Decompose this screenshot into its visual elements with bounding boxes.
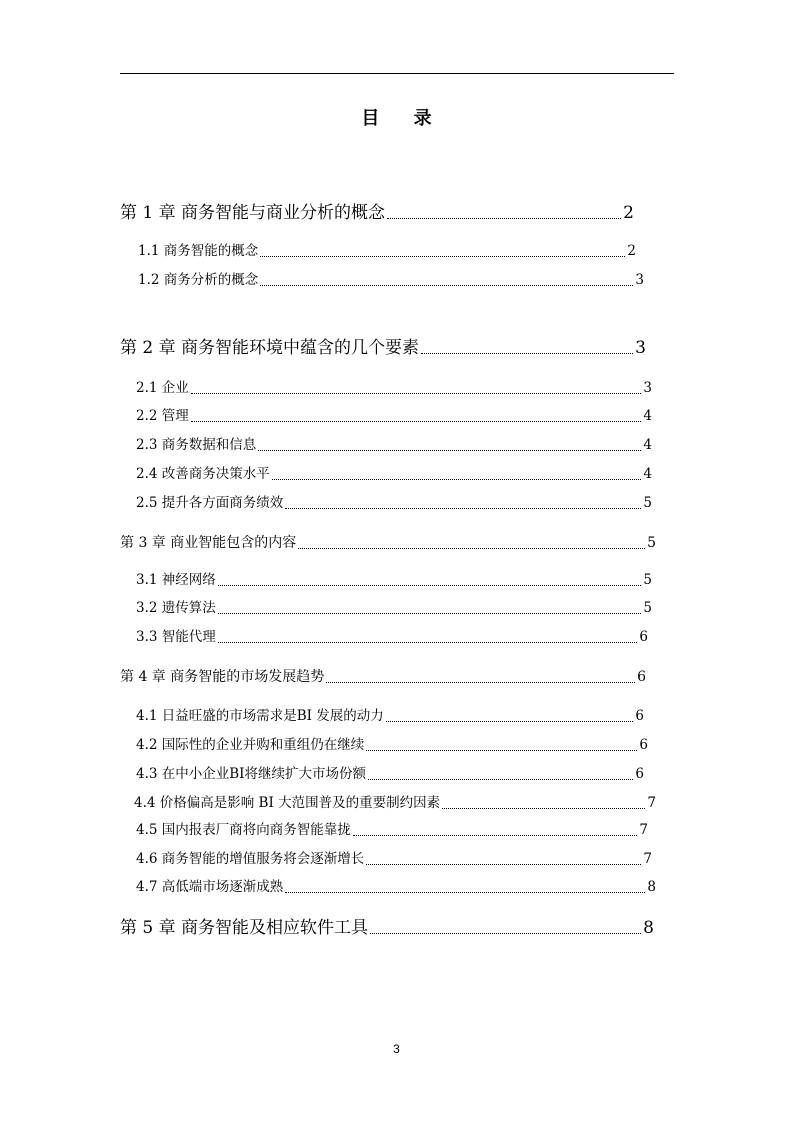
toc-entry-section-4-2[interactable] — [136, 735, 648, 755]
toc-leader — [421, 353, 633, 354]
toc-entry-page: 3 — [635, 272, 644, 288]
toc-entry-label: 2.2 管理 — [136, 408, 189, 424]
toc-leader — [285, 892, 645, 893]
toc-leader — [218, 642, 638, 643]
page-number: 3 — [393, 1042, 400, 1056]
toc-leader — [285, 508, 641, 509]
toc-entry-page: 6 — [637, 669, 646, 685]
toc-entry-section-4-3[interactable] — [136, 764, 644, 784]
toc-entry-page: 3 — [635, 338, 646, 358]
toc-entry-section-1-1[interactable] — [138, 241, 636, 261]
toc-entry-label: 4.2 国际性的企业并购和重组仍在继续 — [136, 737, 365, 753]
toc-entry-chapter-3[interactable] — [120, 532, 656, 554]
toc-entry-label: 3.2 遗传算法 — [136, 600, 216, 616]
toc-leader — [191, 393, 642, 394]
toc-entry-label: 4.5 国内报表厂商将向商务智能靠拢 — [136, 822, 351, 838]
toc-entry-chapter-4[interactable] — [120, 666, 646, 688]
toc-entry-label: 4.4 价格偏高是影响 BI 大范围普及的重要制约因素 — [134, 795, 441, 811]
toc-leader — [260, 285, 633, 286]
toc-leader — [370, 933, 641, 934]
toc-leader — [368, 779, 633, 780]
toc-entry-label: 4.1 日益旺盛的市场需求是BI 发展的动力 — [136, 708, 384, 724]
toc-entry-section-3-1[interactable] — [136, 570, 652, 590]
toc-entry-label: 第 4 章 商务智能的市场发展趋势 — [120, 669, 325, 685]
toc-entry-page: 7 — [647, 795, 656, 811]
toc-entry-section-2-3[interactable] — [136, 435, 652, 455]
toc-entry-label: 第 3 章 商业智能包含的内容 — [120, 535, 297, 551]
toc-leader — [218, 585, 642, 586]
toc-entry-page: 5 — [643, 572, 652, 588]
toc-entry-section-3-2[interactable] — [136, 598, 652, 618]
toc-entry-section-2-4[interactable] — [136, 464, 652, 484]
toc-entry-label: 1.2 商务分析的概念 — [138, 272, 259, 288]
toc-entry-section-2-5[interactable] — [136, 493, 652, 513]
toc-entry-label: 2.3 商务数据和信息 — [136, 437, 257, 453]
toc-entry-section-4-7[interactable] — [136, 877, 656, 897]
toc-entry-section-1-2[interactable] — [138, 270, 644, 290]
toc-entry-page: 3 — [643, 380, 652, 396]
toc-entry-section-4-6[interactable] — [136, 849, 652, 869]
toc-entry-page: 6 — [639, 737, 648, 753]
toc-entry-section-4-4[interactable] — [134, 793, 656, 813]
toc-entry-section-3-3[interactable] — [136, 627, 648, 647]
toc-entry-label: 3.3 智能代理 — [136, 629, 216, 645]
toc-entry-page: 8 — [643, 918, 654, 938]
toc-entry-section-2-2[interactable] — [136, 406, 652, 426]
header-rule — [120, 73, 674, 74]
toc-entry-page: 5 — [643, 600, 652, 616]
toc-entry-label: 3.1 神经网络 — [136, 572, 216, 588]
toc-entry-page: 7 — [643, 851, 652, 867]
toc-entry-label: 4.3 在中小企业BI将继续扩大市场份额 — [136, 766, 367, 782]
toc-leader — [366, 750, 637, 751]
toc-entry-label: 4.6 商务智能的增值服务将会逐渐增长 — [136, 851, 365, 867]
toc-entry-page: 4 — [643, 437, 652, 453]
toc-entry-page: 7 — [639, 822, 648, 838]
toc-entry-page: 4 — [643, 466, 652, 482]
toc-leader — [387, 218, 621, 219]
toc-entry-label: 第 1 章 商务智能与商业分析的概念 — [120, 203, 386, 223]
toc-title: 目 录 — [361, 108, 446, 129]
toc-leader — [386, 721, 634, 722]
toc-entry-section-4-1[interactable] — [136, 706, 644, 726]
toc-leader — [272, 479, 642, 480]
toc-entry-page: 4 — [643, 408, 652, 424]
toc-entry-chapter-2[interactable] — [120, 336, 646, 360]
toc-entry-label: 4.7 高低端市场逐渐成熟 — [136, 879, 284, 895]
toc-entry-page: 2 — [627, 243, 636, 259]
toc-entry-section-4-5[interactable] — [136, 820, 648, 840]
toc-entry-label: 第 5 章 商务智能及相应软件工具 — [120, 918, 369, 938]
toc-leader — [298, 548, 645, 549]
toc-entry-page: 6 — [635, 708, 644, 724]
toc-entry-chapter-5[interactable] — [120, 916, 654, 940]
toc-leader — [366, 864, 641, 865]
toc-entry-page: 8 — [647, 879, 656, 895]
toc-leader — [258, 450, 641, 451]
toc-leader — [326, 682, 635, 683]
toc-entry-label: 2.4 改善商务决策水平 — [136, 466, 270, 482]
toc-entry-label: 2.1 企业 — [136, 380, 189, 396]
toc-entry-page: 5 — [647, 535, 656, 551]
toc-entry-page: 2 — [623, 203, 634, 223]
toc-entry-section-2-1[interactable] — [136, 378, 652, 398]
toc-entry-page: 5 — [643, 495, 652, 511]
toc-leader — [353, 835, 638, 836]
toc-leader — [260, 256, 625, 257]
toc-entry-label: 1.1 商务智能的概念 — [138, 243, 259, 259]
toc-entry-page: 6 — [639, 629, 648, 645]
toc-leader — [442, 808, 645, 809]
toc-entry-page: 6 — [635, 766, 644, 782]
toc-entry-label: 2.5 提升各方面商务绩效 — [136, 495, 284, 511]
toc-leader — [191, 421, 642, 422]
toc-entry-label: 第 2 章 商务智能环境中蕴含的几个要素 — [120, 338, 420, 358]
toc-leader — [218, 613, 642, 614]
toc-entry-chapter-1[interactable] — [120, 201, 634, 225]
